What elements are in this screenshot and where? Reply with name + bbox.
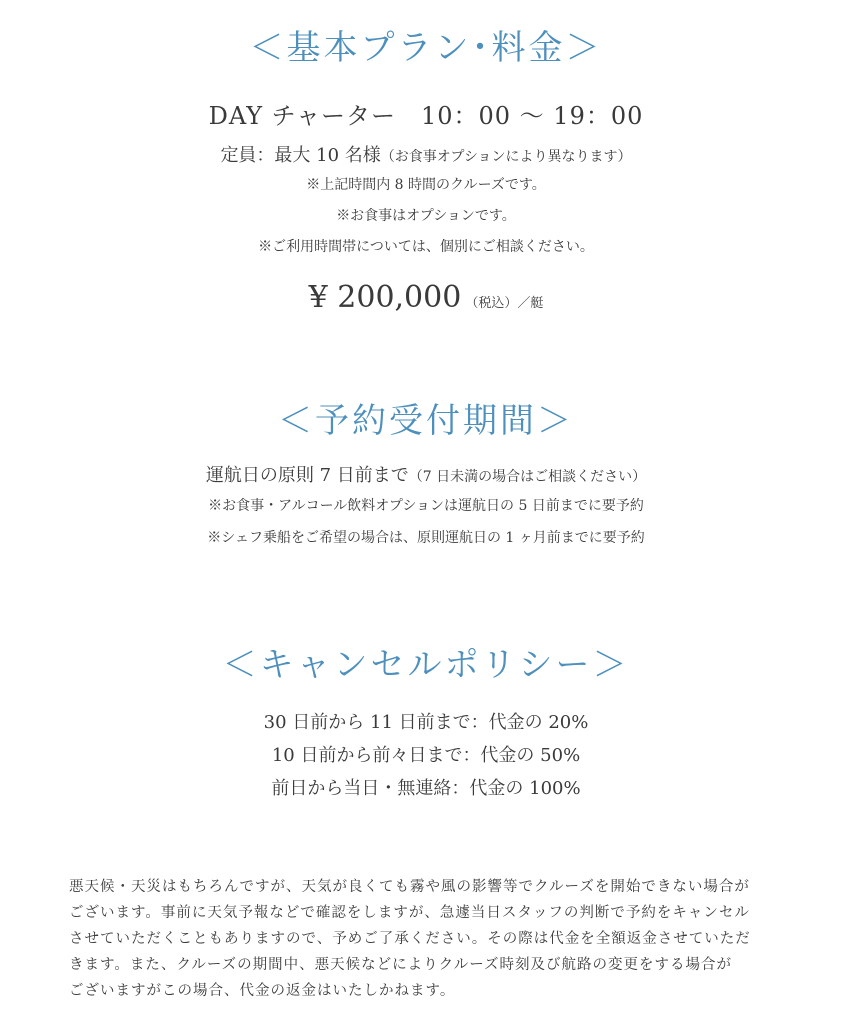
notes-line-3: させていただくこともありますので、予めご了承ください。その際は代金を全額返金させていただ — [69, 931, 751, 947]
reservation-note-2: ※シェフ乗船をご希望の場合は、原則運航日の 1 ヶ月前までに要予約 — [207, 530, 645, 546]
price-value: ¥ 200,000 — [308, 280, 462, 315]
cancel-line-1: 30 日前から 11 日前まで：代金の 20% — [263, 712, 589, 733]
price-line — [0, 280, 852, 315]
reservation-main-line — [0, 461, 852, 487]
capacity-text: 定員：最大 10 名様 — [220, 145, 381, 166]
price-suffix: （税込）／艇 — [465, 296, 544, 311]
notes-line-2: ございます。事前に天気予報などで確認をしますが、急遽当日スタッフの判断で予約をキャンセル — [69, 905, 750, 921]
reservation-note-1: ※お食事・アルコール飲料オプションは運航日の 5 日前までに要予約 — [208, 498, 644, 514]
capacity-line — [0, 141, 852, 167]
charter-time: DAY チャーター 10：00 〜 19：00 — [208, 102, 644, 130]
cancel-line-2: 10 日前から前々日まで：代金の 50% — [271, 745, 581, 766]
plan-note-2: ※お食事はオプションです。 — [336, 208, 516, 224]
notes-line-4: きます。また、クルーズの期間中、悪天候などによりクルーズ時刻及び航路の変更をする場合が — [69, 957, 733, 973]
capacity-note: （お食事オプションにより異なります） — [380, 149, 632, 165]
cancel-heading: ＜キャンセルポリシー＞ — [222, 645, 630, 685]
cancel-line-3: 前日から当日・無連絡：代金の 100% — [271, 778, 581, 799]
weather-notes — [69, 874, 829, 1004]
plan-heading: ＜基本プラン･料金＞ — [249, 28, 603, 68]
plan-note-3: ※ご利用時間帯については、個別にご相談ください。 — [258, 239, 594, 255]
reservation-main-note: （7 日未満の場合はご相談ください） — [408, 469, 647, 485]
notes-line-5: ございますがこの場合、代金の返金はいたしかねます。 — [69, 983, 456, 999]
plan-note-1: ※上記時間内 8 時間のクルーズです。 — [306, 177, 546, 193]
reservation-main: 運航日の原則 7 日前まで — [205, 465, 409, 486]
reservation-heading: ＜予約受付期間＞ — [278, 401, 574, 441]
notes-line-1: 悪天候・天災はもちろんですが、天気が良くても霧や風の影響等でクルーズを開始できない場合が — [69, 879, 750, 895]
